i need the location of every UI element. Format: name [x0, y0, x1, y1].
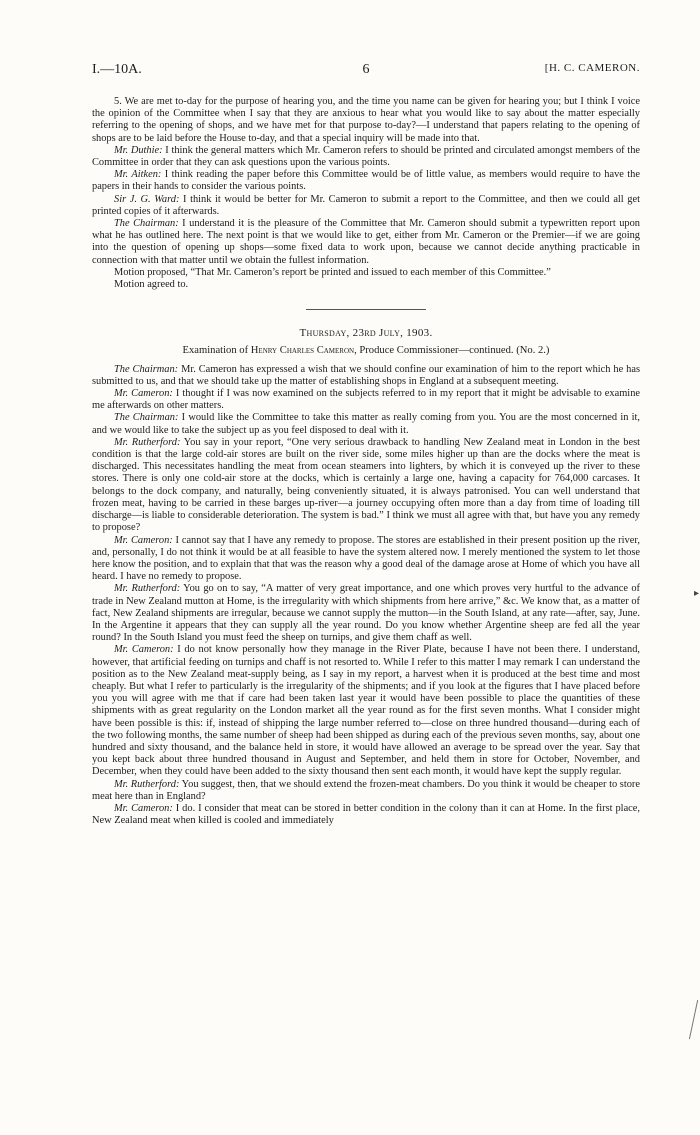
paragraph-text: I think the general matters which Mr. Cameron refers to should be printed and circulated amongst members of the Committee in order that they can ask questions upon the various points.: [92, 144, 640, 169]
date-heading: Thursday, 23rd July, 1903.: [299, 327, 433, 340]
paragraph: [92, 803, 640, 827]
paragraph-text: I thought if I was now examined on the subjects referred to in my report that it might be advisable to examine me afterwards on other matters.: [92, 388, 641, 412]
paragraph: [92, 364, 640, 388]
paragraph: [92, 644, 640, 778]
paragraph-text: 5. We are met to-day for the purpose of hearing you, and the time you name can be given for hearing you; but I think I voice the opinion of the Committee when I say that they are anxious to hear what you would like to say about the matter especially referring to the opening of shops, and we have met for that purpose to-day?—I understand that papers relating to the opening of shops are to be laid before the House to-day, and that a special inquiry will be made into that.: [92, 96, 640, 144]
document-body: [92, 96, 640, 827]
paragraph-text: Motion proposed, “That Mr. Cameron’s report be printed and issued to each member of this Committee.”: [114, 266, 551, 278]
paragraph: [92, 412, 640, 436]
section-divider: [306, 309, 426, 310]
paragraph-text: I do not know personally how they manage in the River Plate, because I have not been there. I understand, however, that artificial feeding on turnips and chaff is not resorted to. While I refer to this matter I may remark I can understand the position as to the New Zealand meat-supply being, as I say in my report, a harvest when it is produced at the best time and most cheaply. But what I refer to particularly is the irregularity of the shipments; and if you look at the figures that I have placed before you you will agree with me that if care had been taken last year it would have been possible to place the quantities of these shipments with as great regularity on the London market all the year round as for the first seven months. What I consider might have been possible is this: if, instead of shipping the large number referred to—close on three hundred thousand—during each of the two following months, the same number of sheep had been shipped as during each of the previous seven months, say, about one hundred and sixty thousand, and the balance held in store, it would have allowed an average to be spread over the year. Say that you kept back about three hundred thousand in August and September, and held them in store for October, November, and December, when they could have been added to the sixty thousand then sent each month, it would have kept the supply regular.: [92, 644, 640, 778]
paragraph: [92, 279, 640, 291]
speaker-name: Mr. Cameron:: [114, 388, 173, 400]
paragraph-text: Motion agreed to.: [114, 279, 189, 291]
paragraph: [92, 583, 640, 644]
paragraph: [92, 169, 640, 193]
speaker-name: Mr. Cameron:: [114, 802, 173, 814]
speaker-name: Mr. Duthie:: [114, 144, 163, 156]
examination-suffix: , Produce Commissioner—continued. (No. 2.): [354, 345, 550, 357]
examination-prefix: Examination of: [182, 345, 249, 357]
speaker-name: The Chairman:: [114, 412, 179, 424]
section-committee-discussion: [92, 96, 640, 291]
paragraph: [92, 218, 640, 267]
paragraph: [92, 437, 640, 535]
page-header: [92, 62, 640, 78]
paragraph-text: You suggest, then, that we should extend the frozen-meat chambers. Do you think it would be cheaper to store meat here than in England?: [92, 778, 640, 802]
paragraph-text: I cannot say that I have any remedy to propose. The stores are established in their present position up the river, and, personally, I do not think it would be at all feasible to have the system altered now. I merely mentioned the system to let those here know the position, and to explain that that was the reason why a good deal of the damage arose at Home of which you have all heard. I have no remedy to propose.: [92, 534, 640, 583]
paragraph: [92, 535, 640, 584]
header-paper-number: I.—10A.: [92, 62, 142, 77]
paragraph-text: I understand it is the pleasure of the Committee that Mr. Cameron should submit a typewritten report upon what he has outlined here. The next point is that we would like to get, either from Mr. Cameron or the Premier—if we are going into the question of opening up shops—some fixed data to work upon, because we cannot decide anything practicable in connection with that matter until we obtain the fullest information.: [92, 218, 640, 266]
paragraph: [92, 267, 640, 279]
speaker-name: Mr. Aitken:: [114, 169, 162, 181]
paragraph-text: You say in your report, “One very serious drawback to handling New Zealand meat in London in the best condition is that the large cold-air stores are built on the river side, some miles higher up than are the docks where the meat is discharged. This necessitates handling the meat from ocean steamers into lighters, by which it is conveyed up the river to these stores. There is only one cold-air store at the docks, which is certainly a large one, having a capacity for 764,000 carcases. It belongs to the dock company, and naturally, being conveniently situated, it is always patronised. You can well understand that frozen meat, having to be carried in these barges up-river—a journey occupying often more than a day from time of loading till discharge—is liable to considerable deterioration. The system is bad.” I think we must all agree with that, but have you any remedy to propose?: [92, 436, 640, 534]
speaker-name: Sir J. G. Ward:: [114, 193, 180, 205]
speaker-name: Mr. Rutherford:: [114, 583, 181, 595]
speaker-name: Mr. Cameron:: [114, 534, 173, 546]
paragraph: [92, 779, 640, 803]
speaker-name: Mr. Rutherford:: [114, 436, 181, 448]
examination-heading: [92, 345, 640, 357]
paragraph-text: Mr. Cameron has expressed a wish that we should confine our examination of him to the report which he has submitted to us, and that we should take up the matter of establishing shops in England at a subsequent meeting.: [92, 363, 640, 387]
paragraph-text: I would like the Committee to take this matter as really coming from you. You are the most concerned in it, and we would like to take the subject up as you feel disposed to deal with it.: [92, 412, 640, 436]
paragraph: [92, 96, 640, 145]
section-examination: [92, 364, 640, 828]
margin-mark: ▸: [694, 588, 700, 599]
speaker-name: The Chairman:: [114, 218, 179, 230]
paragraph: [92, 194, 640, 218]
paragraph-text: I think it would be better for Mr. Cameron to submit a report to the Committee, and then we could all get printed copies of it afterwards.: [92, 193, 640, 217]
paragraph: [92, 145, 640, 169]
paragraph-text: I think reading the paper before this Committee would be of little value, as members would require to have the papers in their hands to consider the various points.: [92, 169, 640, 193]
paragraph: [92, 388, 640, 412]
header-witness-name: [H. C. CAMERON.: [544, 62, 640, 74]
speaker-name: Mr. Rutherford:: [114, 778, 180, 790]
margin-stroke: [689, 1000, 700, 1040]
paragraph-text: You go on to say, “A matter of very great importance, and one which proves very hurtful to the advance of trade in New Zealand mutton at Home, is the irregularity with which shipments from here arrive,” &c. We know that, as a matter of fact, New Zealand shipments are irregular, because we cannot supply the mutton—in the South Island, at any rate—after, say, June. In the Argentine it appears that they can supply all the year round. Do you know whether Argentine sheep are fed all the year round? In the South Island you must feed the sheep on turnips, and give them chaff as well.: [92, 583, 641, 644]
speaker-name: Mr. Cameron:: [114, 644, 174, 656]
paragraph-text: I do. I consider that meat can be stored in better condition in the colony than it can at Home. In the first place, New Zealand meat when killed is cooled and immediately: [92, 802, 641, 827]
header-page-number: 6: [362, 62, 370, 77]
speaker-name: The Chairman:: [114, 363, 179, 375]
witness-name: Henry Charles Cameron: [250, 345, 355, 357]
